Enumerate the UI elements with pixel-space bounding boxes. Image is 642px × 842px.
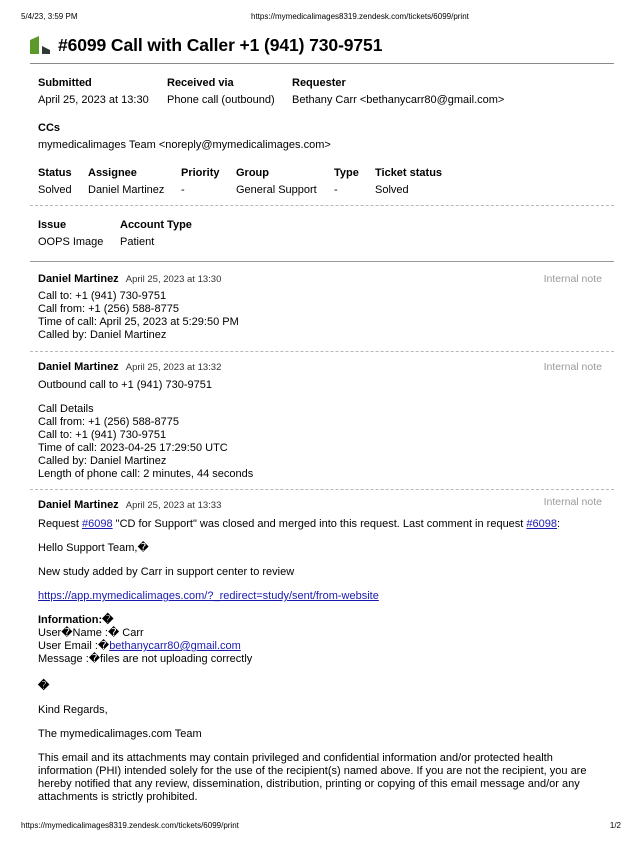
comment <box>30 262 614 351</box>
request-6098-link[interactable]: #6098 <box>526 518 558 530</box>
title-row <box>30 34 614 56</box>
type-label: Type <box>334 167 359 179</box>
information-block <box>38 614 614 666</box>
blank-glyph-line: � <box>38 680 50 692</box>
comment-body <box>38 290 614 342</box>
comment-header <box>38 271 614 287</box>
comment-author: Daniel Martinez <box>38 273 119 285</box>
ticket-status-value: Solved <box>375 184 409 196</box>
team-signature: The mymedicalimages.com Team <box>38 728 202 740</box>
type-value: - <box>334 184 338 196</box>
properties-divider <box>30 205 614 206</box>
request-6098-link[interactable]: #6098 <box>82 518 113 530</box>
ccs-row <box>38 120 614 154</box>
title-divider <box>30 63 614 64</box>
ccs-value: mymedicalimages Team <noreply@mymedicalimages.com> <box>38 139 331 151</box>
account-type-field <box>120 217 192 251</box>
comment <box>30 490 614 804</box>
requester-field <box>292 75 504 109</box>
user-email-prefix: User Email :� <box>38 640 110 652</box>
comment-line: Time of call: 2023-04-25 17:29:50 UTC <box>38 442 228 454</box>
account-type-value: Patient <box>120 236 155 248</box>
ccs-field <box>38 120 331 154</box>
issue-label: Issue <box>38 219 67 231</box>
requester-label: Requester <box>292 77 346 89</box>
greeting: Hello Support Team,� <box>38 542 149 554</box>
message-line: Message :�files are not uploading correctly <box>38 653 253 665</box>
group-field <box>236 165 334 199</box>
print-url: https://mymedicalimages8319.zendesk.com/tickets/6099/print <box>251 12 469 21</box>
internal-note-label: Internal note <box>543 361 602 373</box>
received-via-value: Phone call (outbound) <box>167 94 275 106</box>
comment-time: April 25, 2023 at 13:30 <box>125 274 222 285</box>
assignee-field <box>88 165 181 199</box>
group-value: General Support <box>236 184 317 196</box>
comment-header <box>38 359 614 375</box>
ticket-status-label: Ticket status <box>375 167 443 179</box>
priority-label: Priority <box>181 167 220 179</box>
comment-author: Daniel Martinez <box>38 499 119 511</box>
assignee-label: Assignee <box>88 167 137 179</box>
status-row <box>38 165 614 199</box>
received-via-field <box>167 75 292 109</box>
submitted-field <box>38 75 167 109</box>
status-field <box>38 165 88 199</box>
account-type-label: Account Type <box>120 219 192 231</box>
status-label: Status <box>38 167 72 179</box>
comment-header <box>38 497 614 513</box>
comment-line: Call from: +1 (256) 588-8775 <box>38 303 179 315</box>
internal-note-label: Internal note <box>543 496 602 508</box>
merge-text-prefix: Request <box>38 518 83 530</box>
comment-line: Call to: +1 (941) 730-9751 <box>38 429 167 441</box>
priority-field <box>181 165 236 199</box>
ticket-print-content <box>30 34 614 804</box>
comment-time: April 25, 2023 at 13:32 <box>125 362 222 373</box>
type-field <box>334 165 375 199</box>
comment-line: Outbound call to +1 (941) 730-9751 <box>38 379 212 391</box>
comment-body <box>38 379 614 481</box>
received-via-label: Received via <box>167 77 234 89</box>
merge-notice <box>38 518 614 531</box>
user-email-line <box>38 640 614 653</box>
user-email-link[interactable]: bethanycarr80@gmail.com <box>109 640 241 652</box>
comment-author: Daniel Martinez <box>38 361 119 373</box>
internal-note-label: Internal note <box>543 273 602 285</box>
zendesk-logo-icon <box>30 36 52 54</box>
comment-line: Called by: Daniel Martinez <box>38 455 167 467</box>
ticket-status-field <box>375 165 442 199</box>
assignee-value: Daniel Martinez <box>88 184 165 196</box>
disclaimer: This email and its attachments may contain privileged and confidential information and/or protected health information (PHI) intended solely for the use of the recipient(s) named above. If you are not the recipient, you are hereby notified that any review, dissemination, distribution, printing or copying of this email message and/or any attachments is strictly prohibited. <box>38 752 587 803</box>
issue-value: OOPS Image <box>38 236 104 248</box>
study-link[interactable]: https://app.mymedicalimages.com/?_redirect=study/sent/from-website <box>38 590 379 602</box>
submission-row <box>38 75 614 109</box>
custom-fields <box>30 217 614 251</box>
regards: Kind Regards, <box>38 704 108 716</box>
status-value: Solved <box>38 184 72 196</box>
merge-text-middle: "CD for Support" was closed and merged into this request. Last comment in request <box>112 518 527 530</box>
study-text: New study added by Carr in support center to review <box>38 566 295 578</box>
user-name-line: User�Name :� Carr <box>38 627 144 639</box>
comment-line: Call to: +1 (941) 730-9751 <box>38 290 167 302</box>
page-number: 1/2 <box>609 821 621 830</box>
call-details <box>38 403 614 481</box>
submitted-label: Submitted <box>38 77 92 89</box>
ccs-label: CCs <box>38 122 61 134</box>
issue-field <box>38 217 120 251</box>
comment-body <box>38 518 614 804</box>
comment-line: Call Details <box>38 403 94 415</box>
information-heading: Information:� <box>38 614 114 626</box>
ticket-title: #6099 Call with Caller +1 (941) 730-9751 <box>58 34 383 55</box>
comment-line: Called by: Daniel Martinez <box>38 329 167 341</box>
custom-fields-row <box>38 217 614 251</box>
merge-text-suffix: : <box>557 518 561 530</box>
comment-line: Length of phone call: 2 minutes, 44 seconds <box>38 468 254 480</box>
submitted-value: April 25, 2023 at 13:30 <box>38 94 149 106</box>
footer-url: https://mymedicalimages8319.zendesk.com/tickets/6099/print <box>21 821 239 830</box>
requester-value: Bethany Carr <bethanycarr80@gmail.com> <box>292 94 505 106</box>
priority-value: - <box>181 184 185 196</box>
ticket-properties <box>30 75 614 199</box>
comment-line: Time of call: April 25, 2023 at 5:29:50 PM <box>38 316 239 328</box>
comment-line: Call from: +1 (256) 588-8775 <box>38 416 179 428</box>
comment <box>30 352 614 489</box>
study-link-line <box>38 590 614 603</box>
group-label: Group <box>236 167 269 179</box>
print-datetime: 5/4/23, 3:59 PM <box>21 12 78 21</box>
comment-time: April 25, 2023 at 13:33 <box>125 500 222 511</box>
